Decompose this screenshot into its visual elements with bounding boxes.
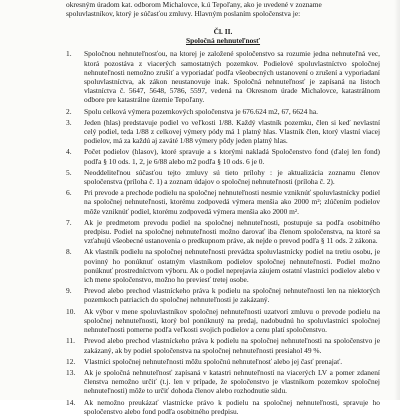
article-item-text: Ak je spoločná nehnuteľnosť zapísaná v katastri nehnuteľností na viacerých LV a pomer zdanení členstva nemožno určiť (t.j. len v prípade, že spoločenstvo je vlastníkom pozemkov spoločnej nehnuteľnosti) môže to určiť dohoda členov alebo rozhodnutie súdu. [84, 367, 380, 396]
article-item-text: Spolu celková výmera pozemkových spoločenstva je 676.624 m2, 67, 6624 ha. [84, 106, 318, 116]
article-number: Čl. II. [213, 27, 233, 37]
article-item-text: Vlastníci spoločnej nehnuteľnosti môžu spoločnú nehnuteľnosť alebo jej časť prenajať. [84, 356, 343, 366]
article-item-number: 10. [66, 306, 76, 316]
article-item [66, 357, 380, 366]
article-item [66, 336, 380, 354]
article-item [66, 368, 380, 396]
article-item-text: Spoločnou nehnuteľnosťou, na ktorej je založené spoločenstvo sa rozumie jedna nehnuteľná vec, ktorá pozostáva z viacerých samostatných pozemkov. Podielové spoluvlastníctvo spoločnej nehnuteľnosti nemožno zrušiť a vyporiadať podľa všeobecných ustanovení o zrušení a vyporiadaní spoluvlastníctva, ak zákon neustanovuje inak. Spoločná nehnuteľnosť je zapísaná na listoch vlastníctva č. 5647, 5648, 5786, 5597, vedená na Okresnom úrade Michalovce, katastrálnom odbore pre katastrálne územie Tepoľany. [84, 49, 380, 105]
article-item-text: Prevod alebo prechod vlastníckeho práva k podielu na spoločnej nehnuteľnosti len na niektorých pozemkoch patriacich do spoločnej nehnuteľnosti je zakázaný. [84, 286, 380, 305]
article-item-number: 4. [66, 147, 72, 157]
article-item-number: 3. [66, 117, 72, 127]
article-item-text: Jeden (hlas) predstavuje podiel vo veľkosti 1/88. Každý vlastník pozemku, člen si keď nevlastní celý podiel, teda 1/88 z celkovej výmery pódy má 1 platný hlas. Vlastník člen, ktorý vlastní viacej podielov, má za každú aj zaváté 1/88 výmery pôdy jeden platný hlas. [84, 117, 380, 146]
article-item [66, 218, 380, 246]
article-item-number: 5. [66, 167, 72, 177]
article-item-text: Neoddeliteľnou súčasťou tejto zmluvy sú tieto prílohy : je aktualizácia zoznamu členov spoločenstva (príloha č. 1) a zoznam údajov o spoločnej nehnuteľnosti (príloha č. 2). [84, 167, 380, 187]
article-item-text: Pri prevode a prechode podielu na spoločnej nehnuteľnosti nesmie vzniknúť spoluvlastnícky podiel na spoločnej nehnuteľnosti, ktorému zodpovedá výmera menšia ako 2000 m²; zlúčením podielov môže vzniknúť podiel, ktorému zodpovedá výmera menšia ako 2000 m². [84, 188, 380, 216]
article-item-text: Počet podielov (hlasov), ktoré spravuje a s ktorými nakladá Spoločenstvo fond (ďalej len fond) podľa § 10 ods. 1, 2, je 6/88 alebo m2 podľa § 10 ods. 6 je 0. [84, 147, 380, 166]
article-item-number: 8. [66, 247, 72, 257]
article-item-text: Ak vlastník podielu na spoločnej nehnuteľnosti prevádza spoluvlastnícky podiel na tretiu osobu, je povinný ho ponúknuť ostatným vlastníkom podielov spoločnej nehnuteľnosti. Podiel možno ponúknuť prostredníctvom výboru. Ak o podiel neprejavia záujem ostatní vlastníci podielov alebo v ich mene spoločenstvo, možno ho previesť tretej osobe. [84, 247, 380, 285]
article-item-number: 11. [66, 336, 75, 346]
article-item [66, 49, 380, 104]
article-item-number: 14. [66, 397, 76, 407]
article-item [66, 398, 380, 416]
article-item [66, 118, 380, 146]
article-item-number: 2. [66, 106, 72, 116]
intro-paragraph [66, 0, 380, 18]
intro-line-2: spoluvlastníkov, ktorý je súčasťou zmluvy. Hlavným poslaním spoločenstva je: [66, 9, 301, 19]
article-item-number: 1. [66, 49, 72, 59]
article-title: Spoločná nehnuteľnosť [185, 36, 261, 46]
article-item-number: 9. [66, 286, 72, 296]
article-list [66, 49, 380, 416]
article-item-text: Ak je predmetom prevodu podiel na spoločnej nehnuteľnosti, postupuje sa podľa osobitného predpisu. Podiel na spoločnej nehnuteľnosti možno darovať iba členom spoločenstva, na ktoré sa vzťahujú všeobecné ustanovenia o predkupnom práve, ak nejde o prevod podľa § 11 ods. 2 zákona. [84, 217, 380, 246]
article-item [66, 188, 380, 216]
article-item-text: Prevod alebo prechod vlastníckeho práva k podielu na spoločnej nehnuteľnosti na spoločenstvo je zakázaný, ak by podiel spoločenstva na spoločnej nehnuteľnosti presiahol 49 %. [84, 336, 380, 355]
section-heading [66, 27, 380, 45]
article-item-number: 13. [66, 367, 76, 377]
scan-edge-shadow [394, 0, 400, 400]
article-item-number: 12. [66, 356, 76, 366]
article-item [66, 286, 380, 304]
article-item [66, 168, 380, 186]
article-item [66, 247, 380, 284]
article-item [66, 147, 380, 165]
article-item-number: 6. [66, 188, 72, 198]
article-item [66, 107, 380, 116]
article-item [66, 307, 380, 335]
article-item-number: 7. [66, 217, 72, 227]
article-item-text: Ak nemožno preukázať vlastnícke právo k podielu na spoločnej nehnuteľnosti, spravuje ho spoločenstvo alebo fond podľa osobitného predpisu. [84, 397, 380, 416]
intro-line-1: okresným úradom kat. odborom Michalovce, k.ú Tepoľany, ako je uvedené v zozname [66, 0, 322, 9]
article-item-text: Ak výbor v mene spoluvlastníkov spoločnej nehnuteľnosti uzatvorí zmluvu o prevode podielu na spoločnej nehnuteľnosti, ktorý bol ponúknutý na predaj, nadobudnú ho spoluvlastníci spoločnej nehnuteľnosti pomerne podľa veľkosti svojich podielov a cenu platí spoločenstvo. [84, 306, 380, 335]
